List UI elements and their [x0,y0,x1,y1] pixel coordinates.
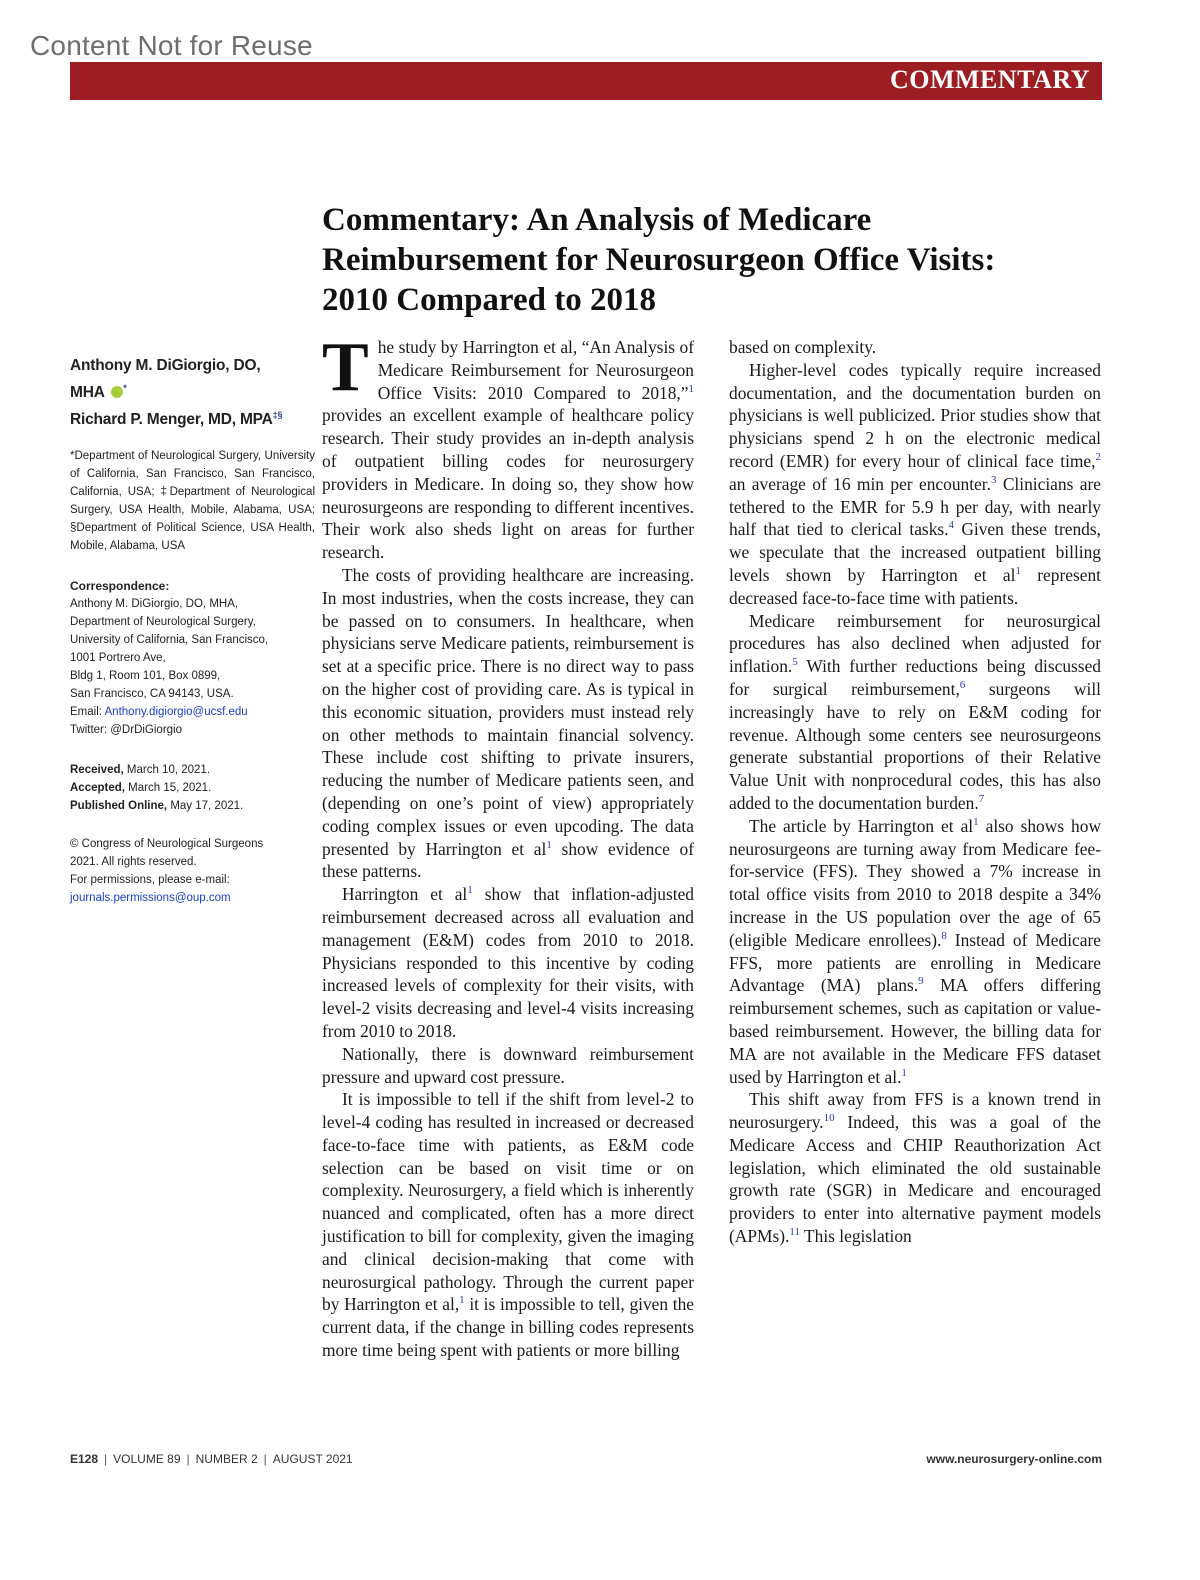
body-text: The article by Harrington et al [749,815,974,836]
correspondence-heading: Correspondence: [70,579,170,593]
copyright-block [70,835,315,907]
section-banner [70,62,1102,100]
correspondence-line: San Francisco, CA 94143, USA. [70,688,234,700]
affiliations: *Department of Neurological Surgery, University of California, San Francisco, San Francisco, California, USA; ‡Department of Neurological Surgery, USA Health, Mobile, Alabama, USA; §Department of Political Science, USA Health, Mobile, Alabama, USA [70,450,315,552]
body-paragraph [322,1088,694,1362]
footer-separator: | [186,1452,190,1466]
article-sidebar [70,352,315,907]
ref-link[interactable]: 4 [948,519,955,532]
section-label: COMMENTARY [889,65,1090,94]
body-text: show that inflation-adjusted reimbursement decreased across all evaluation and management (E&M) codes from 2010 to 2018. Physicians responded to this incentive by coding increased levels of complexity for their visits, with level-2 visits decreasing and level-4 visits increasing from 2010 to 2018. [322,884,694,1041]
body-text: It is impossible to tell if the shift from level-2 to level-4 coding has resulted in increased or decreased face-to-face time with patients, as E&M code selection can be based on visit time or on complexity. Neurosurgery, a field which is inherently nuanced and complicated, often has a more direct justification to bill for complexity, given the imaging and clinical decision-making that come with neurosurgical pathology. Through the current paper by Harrington et al, [322,1089,694,1315]
body-text: Given these trends, we speculate that the increased outpatient billing levels shown by Harrington et al [729,519,1101,585]
body-text: show evidence of these patterns. [322,838,694,882]
footer-separator: | [104,1452,108,1466]
ref-link[interactable]: 7 [978,793,985,806]
body-text: he study by Harrington et al, “An Analysis of Medicare Reimbursement for Neurosurgeon Office Visits: 2010 Compared to 2018,” [377,337,694,403]
title-line-1: Commentary: An Analysis of Medicare [322,202,872,238]
author-1 [70,352,315,406]
body-text: based on complexity. [729,337,877,357]
ref-link[interactable]: 8 [941,929,947,942]
body-text: This shift away from FFS is a known trend in neurosurgery. [729,1089,1101,1133]
body-paragraph [322,883,694,1043]
body-text: provides an excellent example of healthcare policy research. Their study provides an in-depth analysis of outpatient billing codes for neurosurgery providers in Medicare. In doing so, they show how neurosurgeons are responding to different incentives. Their work also sheds light on areas for further research. [322,405,694,563]
copyright-line: 2021. All rights reserved. [70,856,197,868]
body-paragraph [729,610,1101,815]
body-text: Instead of Medicare FFS, more patients are enrolling in Medicare Advantage (MA) plans. [729,929,1101,996]
received-value: March 10, 2021. [126,764,211,776]
ref-link[interactable]: 9 [918,975,924,988]
ref-link[interactable]: 2 [1095,451,1101,464]
body-text: This legislation [800,1226,912,1247]
body-text: The costs of providing healthcare are increasing. In most industries, when the costs increase, they can be passed on to consumers. In healthcare, when physicians serve Medicare patients, reimbursement is set at a specific price. There is no direct way to pass on the higher cost of providing care. As is typical in this economic situation, providers must instead rely on other methods to maintain financial solvency. These include cost shifting to private insurers, reducing the number of Medicare patients seen, and (depending on one’s point of view) appropriately coding complex issues or even upcoding. The data presented by Harrington et al [322,564,694,859]
body-paragraph [729,1088,1101,1248]
correspondence-line: 1001 Portrero Ave, [70,652,166,664]
correspondence-line: Bldg 1, Room 101, Box 0899, [70,670,221,682]
journal-website-link[interactable]: www.neurosurgery-online.com [926,1452,1102,1466]
body-text: surgeons will increasingly have to rely on E&M coding for revenue. Although some centers see neurosurgeons generate substantial proportions of their Relative Value Unit with nonprocedural codes, this has also added to the documentation burden. [729,678,1101,813]
ref-link[interactable]: 1 [1015,565,1021,578]
body-text: With further reductions being discussed for surgical reimbursement, [729,656,1101,699]
body-paragraph [322,329,694,564]
ref-link[interactable]: 1 [901,1066,907,1079]
drop-cap: T [322,329,369,406]
issue-date: AUGUST 2021 [272,1452,353,1466]
body-paragraph: Nationally, there is downward reimbursement pressure and upward cost pressure. [322,1043,694,1087]
body-text: Higher-level codes typically require increased documentation, and the documentation burden on physicians is well publicized. Prior studies show that physicians spend 2 h on the electronic medical record (EMR) for every hour of clinical face time, [729,359,1101,471]
ref-link[interactable]: 1 [688,382,694,395]
correspondence-twitter: Twitter: @DrDiGiorgio [70,724,182,736]
body-text: Clinicians are tethered to the EMR for 5.9 h per day, with nearly half that tied to clerical tasks. [729,473,1101,540]
title-line-2: Reimbursement for Neurosurgeon Office Visits: [322,242,996,278]
body-column-2 [729,336,1101,1248]
body-text: MA offers differing reimbursement schemes, such as capitation or value-based reimbursement. However, the billing data for MA are not available in the Medicare FFS dataset used by Harrington et al. [729,975,1101,1087]
email-link[interactable]: Anthony.digiorgio@ucsf.edu [104,706,248,718]
body-paragraph [729,336,1101,359]
correspondence-line: Anthony M. DiGiorgio, DO, MHA, [70,598,239,610]
received-label: Received, [70,764,124,776]
volume: VOLUME 89 [113,1452,181,1466]
body-text: an average of 16 min per encounter. [729,473,991,494]
ref-link[interactable]: 1 [973,815,979,828]
received-date [70,761,315,779]
orcid-icon[interactable] [111,386,123,398]
body-paragraph [729,359,1101,610]
ref-link[interactable]: 1 [459,1294,465,1307]
email-label: Email: [70,706,102,718]
body-paragraph [322,564,694,883]
body-text: it is impossible to tell, given the current data, if the change in billing codes represents more time being spent with patients or more billing [322,1294,694,1361]
author-1-name: Anthony M. DiGiorgio, DO, [70,357,261,374]
page-footer-info [70,1452,353,1466]
published-label: Published Online, [70,800,168,812]
footer-separator: | [263,1452,267,1466]
author-2-affiliation-mark: ‡§ [272,409,283,420]
body-column-1 [322,329,694,1362]
author-1-affiliation-mark: * [123,382,127,393]
page-number: E128 [70,1452,99,1466]
author-2 [70,406,315,433]
author-2-name: Richard P. Menger, MD, MPA [70,411,273,428]
correspondence-line: University of California, San Francisco, [70,634,269,646]
watermark: Content Not for Reuse [30,30,313,61]
ref-link[interactable]: 1 [546,838,552,851]
author-1-degree: MHA [70,384,105,401]
body-text: represent decreased face-to-face time with patients. [729,564,1101,608]
ref-link[interactable]: 10 [823,1112,835,1125]
accepted-label: Accepted, [70,782,125,794]
copyright-line: For permissions, please e-mail: [70,874,230,886]
published-date [70,797,315,815]
body-text: Harrington et al [342,884,468,905]
accepted-date [70,779,315,797]
correspondence-line: Department of Neurological Surgery, [70,616,256,628]
article-dates [70,761,315,815]
title-line-3: 2010 Compared to 2018 [322,282,656,318]
ref-link[interactable]: 1 [467,884,473,897]
published-value: May 17, 2021. [170,800,244,812]
issue-number: NUMBER 2 [195,1452,258,1466]
article-title [322,200,1102,320]
body-paragraph [729,815,1101,1089]
accepted-value: March 15, 2021. [128,782,212,794]
body-text: Medicare reimbursement for neurosurgical procedures has also declined when adjusted for inflation. [729,610,1101,677]
ref-link[interactable]: 3 [990,473,997,486]
body-text: Indeed, this was a goal of the Medicare Access and CHIP Reauthorization Act legislation, which eliminated the old sustainable growth rate (SGR) in Medicare and encouraged providers to enter into alternative payment models (APMs). [729,1112,1101,1247]
copyright-line: © Congress of Neurological Surgeons [70,838,264,850]
permissions-email-link[interactable]: journals.permissions@oup.com [70,892,231,904]
body-text: also shows how neurosurgeons are turning away from Medicare fee-for-service (FFS). They showed a 7% increase in total office visits from 2010 to 2018 despite a 34% increase in the US population over the age of 65 (eligible Medicare enrollees). [729,815,1102,950]
ref-link[interactable]: 5 [792,656,798,669]
correspondence-email [70,703,315,721]
ref-link[interactable]: 11 [789,1226,800,1239]
ref-link[interactable]: 6 [959,679,966,692]
